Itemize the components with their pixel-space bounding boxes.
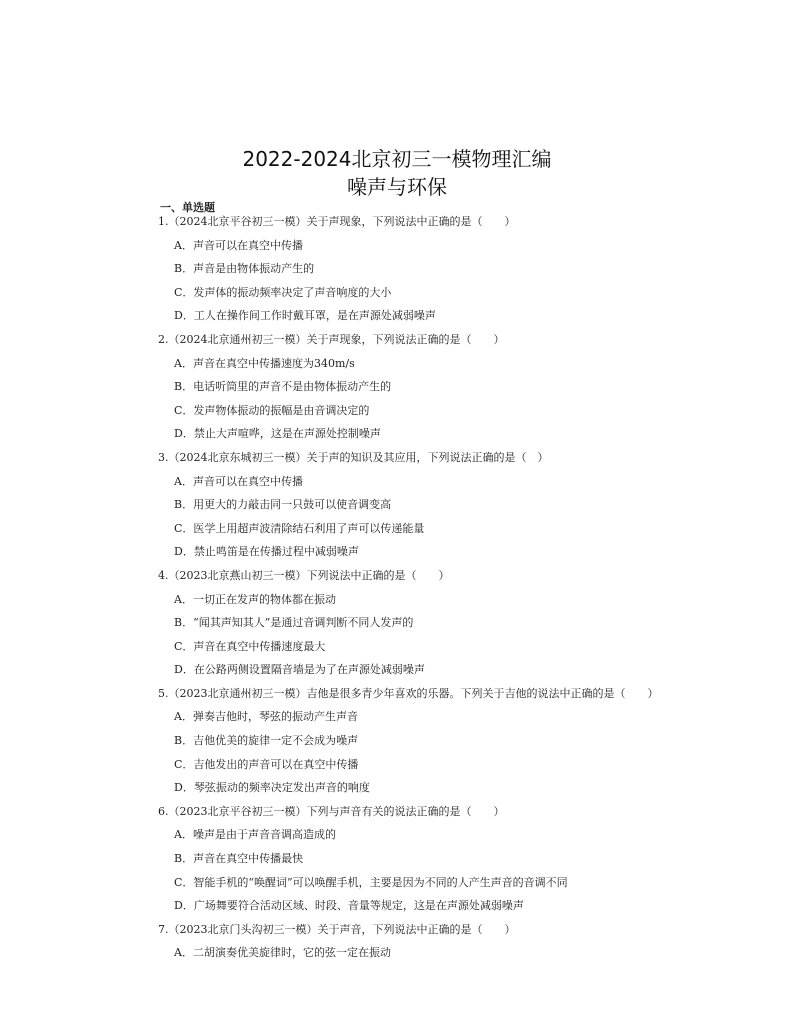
option-a: A．声音在真空中传播速度为340m/s bbox=[174, 356, 355, 370]
document-title: 2022-2024北京初三一模物理汇编 bbox=[242, 147, 552, 171]
option-b: B．用更大的力敲击同一只鼓可以使音调变高 bbox=[174, 498, 392, 512]
option-a: A．二胡演奏优美旋律时，它的弦一定在振动 bbox=[174, 946, 391, 960]
question-4 bbox=[158, 564, 738, 682]
option-d: D．工人在操作间工作时戴耳罩，是在声源处减弱噪声 bbox=[174, 309, 436, 323]
question-5 bbox=[158, 682, 738, 800]
option-b: B．“闻其声知其人”是通过音调判断不同人发声的 bbox=[174, 616, 414, 630]
document-subtitle: 噪声与环保 bbox=[347, 175, 447, 199]
question-3 bbox=[158, 446, 738, 564]
option-c: C．发声体的振动频率决定了声音响度的大小 bbox=[174, 285, 392, 299]
option-d: D．广场舞要符合活动区域、时段、音量等规定，这是在声源处减弱噪声 bbox=[174, 899, 524, 913]
question-stem: 4.（2023北京燕山初三一模）下列说法中正确的是（ ） bbox=[158, 568, 450, 582]
option-d: D．琴弦振动的频率决定发出声音的响度 bbox=[174, 781, 370, 795]
option-a: A．弹奏吉他时，琴弦的振动产生声音 bbox=[174, 710, 358, 724]
question-stem: 1.（2024北京平谷初三一模）关于声现象，下列说法中正确的是（ ） bbox=[158, 215, 516, 228]
option-a: A．声音可以在真空中传播 bbox=[174, 474, 303, 488]
option-b: B．吉他优美的旋律一定不会成为噪声 bbox=[174, 734, 359, 748]
option-c: C．智能手机的“唤醒词”可以唤醒手机，主要是因为不同的人产生声音的音调不同 bbox=[174, 875, 568, 889]
question-7 bbox=[158, 918, 738, 965]
option-d: D．在公路两侧设置隔音墙是为了在声源处减弱噪声 bbox=[174, 663, 425, 677]
option-d: D．禁止鸣笛是在传播过程中减弱噪声 bbox=[174, 545, 359, 559]
section-heading: 一、单选题 bbox=[160, 201, 215, 214]
question-stem: 7.（2023北京门头沟初三一模）关于声音，下列说法中正确的是（ ） bbox=[158, 922, 516, 936]
question-1 bbox=[158, 210, 738, 328]
option-d: D．禁止大声喧哗，这是在声源处控制噪声 bbox=[174, 427, 381, 441]
question-stem: 2.（2024北京通州初三一模）关于声现象，下列说法正确的是（ ） bbox=[158, 332, 505, 346]
option-a: A．噪声是由于声音音调高造成的 bbox=[174, 828, 336, 842]
option-b: B．声音是由物体振动产生的 bbox=[174, 262, 315, 276]
question-2 bbox=[158, 328, 738, 446]
option-b: B．声音在真空中传播最快 bbox=[174, 852, 304, 866]
question-6 bbox=[158, 800, 738, 918]
option-a: A．声音可以在真空中传播 bbox=[174, 238, 303, 252]
question-stem: 5.（2023北京通州初三一模）吉他是很多青少年喜欢的乐器。下列关于吉他的说法中正确的是（ ） bbox=[158, 686, 659, 700]
option-c: C．吉他发出的声音可以在真空中传播 bbox=[174, 757, 359, 771]
option-c: C．发声物体振动的振幅是由音调决定的 bbox=[174, 403, 370, 417]
option-c: C．声音在真空中传播速度最大 bbox=[174, 639, 326, 653]
question-list bbox=[158, 210, 738, 965]
option-c: C．医学上用超声波清除结石利用了声可以传递能量 bbox=[174, 521, 425, 535]
question-stem: 6.（2023北京平谷初三一模）下列与声音有关的说法正确的是（ ） bbox=[158, 804, 505, 818]
option-b: B．电话听筒里的声音不是由物体振动产生的 bbox=[174, 380, 392, 394]
question-stem: 3.（2024北京东城初三一模）关于声的知识及其应用，下列说法正确的是（ ） bbox=[158, 450, 549, 464]
option-a: A．一切正在发声的物体都在振动 bbox=[174, 592, 336, 606]
